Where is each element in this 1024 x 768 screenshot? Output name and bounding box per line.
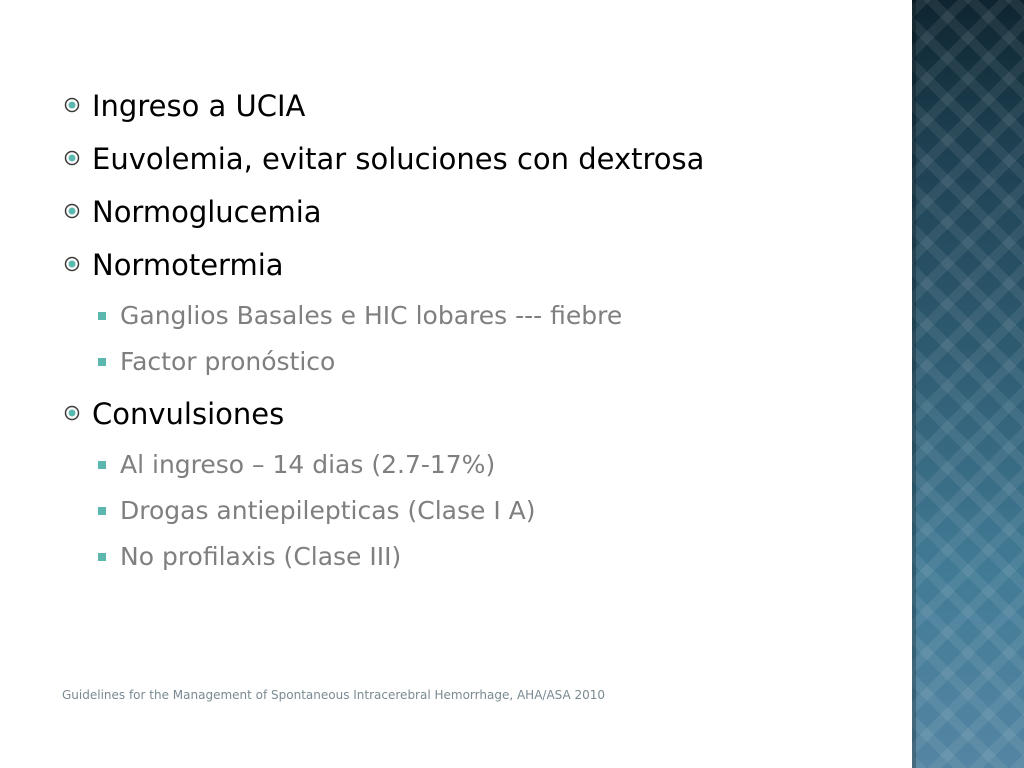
footnote-citation: Guidelines for the Management of Spontaneous Intracerebral Hemorrhage, AHA/ASA 2010: [62, 688, 606, 702]
bullet-item: [62, 139, 902, 192]
radio-circle-bullet-icon: [64, 405, 80, 421]
square-bullet-icon: [98, 312, 106, 320]
bullet-text: Ingreso a UCIA: [92, 89, 306, 123]
bullet-item: [62, 86, 902, 139]
radio-circle-bullet-icon: [64, 97, 80, 113]
bullet-text: Convulsiones: [92, 397, 285, 431]
bullet-item: [62, 394, 902, 447]
sub-bullet-item: [62, 493, 902, 539]
radio-circle-bullet-icon: [64, 150, 80, 166]
bullet-list: [62, 86, 902, 585]
bullet-text: Normoglucemia: [92, 195, 322, 229]
bullet-item: [62, 245, 902, 298]
sub-bullet-text: Al ingreso – 14 dias (2.7-17%): [120, 450, 496, 479]
sub-bullet-item: [62, 344, 902, 390]
sub-bullet-item: [62, 447, 902, 493]
sub-bullet-text: Ganglios Basales e HIC lobares --- fiebre: [120, 301, 623, 330]
square-bullet-icon: [98, 461, 106, 469]
sub-bullet-text: No profilaxis (Clase III): [120, 542, 402, 571]
sub-bullet-text: Factor pronóstico: [120, 347, 336, 376]
square-bullet-icon: [98, 553, 106, 561]
square-bullet-icon: [98, 358, 106, 366]
decorative-side-panel: [912, 0, 1024, 768]
sub-bullet-item: [62, 539, 902, 585]
bullet-item: [62, 192, 902, 245]
bullet-text: Normotermia: [92, 248, 284, 282]
radio-circle-bullet-icon: [64, 203, 80, 219]
square-bullet-icon: [98, 507, 106, 515]
bullet-text: Euvolemia, evitar soluciones con dextrosa: [92, 142, 705, 176]
sub-bullet-text: Drogas antiepilepticas (Clase I A): [120, 496, 536, 525]
sub-bullet-item: [62, 298, 902, 344]
radio-circle-bullet-icon: [64, 256, 80, 272]
